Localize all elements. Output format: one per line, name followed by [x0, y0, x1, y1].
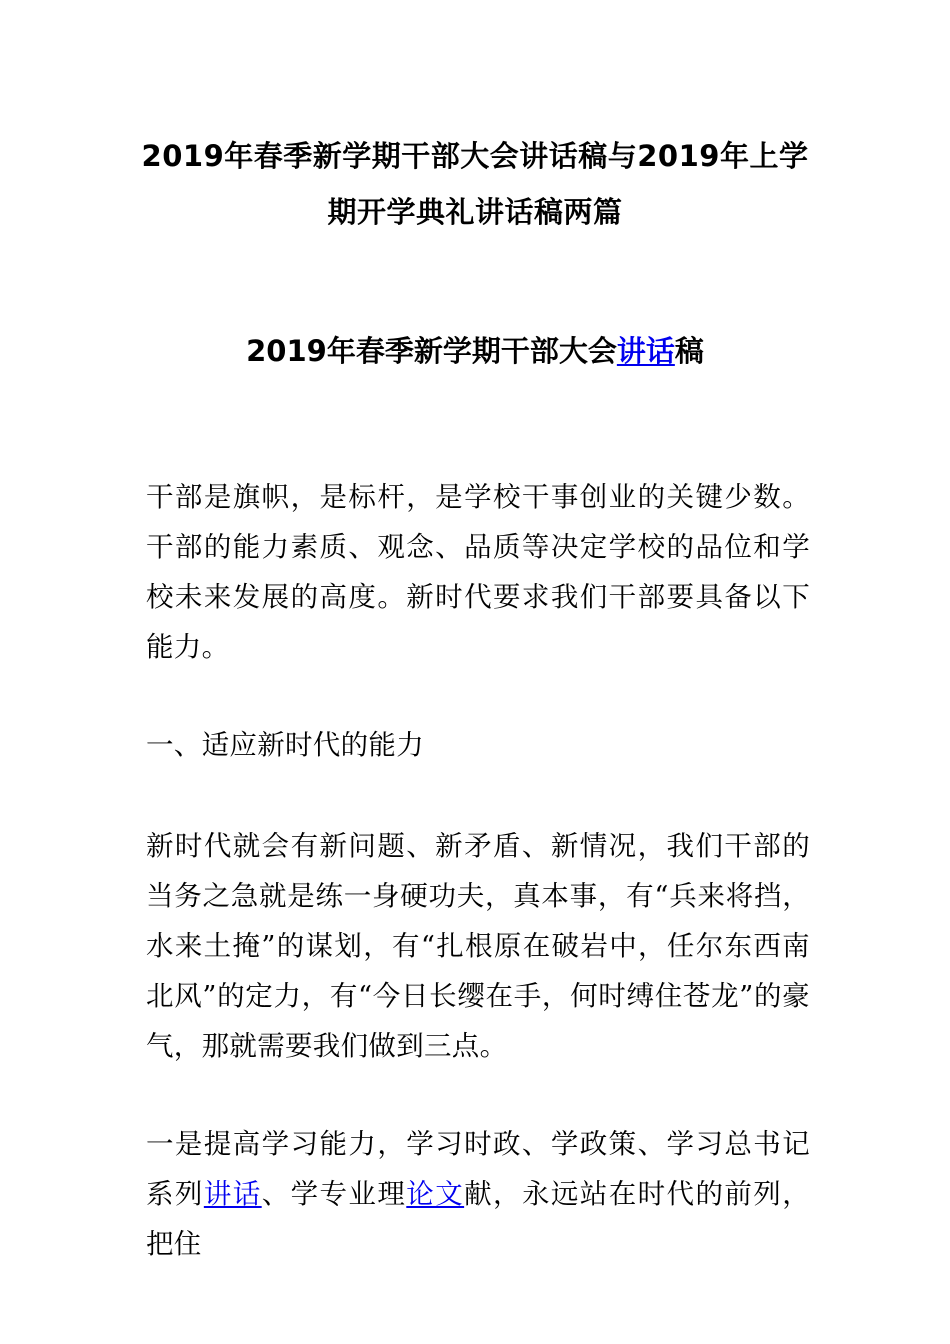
section-title	[120, 326, 830, 376]
section-title-prefix: 2019年春季新学期干部大会	[246, 334, 617, 368]
point-one-text-1: 一是提高学习能力，学习时政、学政策、学习总书记系列	[146, 1128, 810, 1210]
point-one-paragraph	[146, 1119, 810, 1269]
point-one-text-3: 献，永远站在时代的前列，把住	[146, 1178, 811, 1260]
document-title-line1: 2019年春季新学期干部大会讲话稿与2019年上学	[141, 139, 809, 173]
section-title-speech-link[interactable]: 讲话	[616, 334, 675, 368]
heading-one: 一、适应新时代的能力	[146, 729, 424, 761]
point-one-text-2: 、学专业理	[261, 1178, 407, 1210]
speech-link[interactable]: 讲话	[203, 1178, 262, 1210]
new-era-paragraph: 新时代就会有新问题、新矛盾、新情况，我们干部的当务之急就是练一身硬功夫，真本事，有“兵来将挡，水来土掩”的谋划，有“扎根原在破岩中，任尔东西南北风”的定力，有“今日长缨在手，何时缚住苍龙”的豪气，那就需要我们做到三点。	[146, 830, 810, 1062]
thesis-link[interactable]: 论文	[406, 1178, 465, 1210]
intro-paragraph: 干部是旗帜，是标杆，是学校干事创业的关键少数。干部的能力素质、观念、品质等决定学校的品位和学校未来发展的高度。新时代要求我们干部要具备以下能力。	[146, 481, 810, 663]
document-title	[120, 128, 830, 240]
document-title-line2: 期开学典礼讲话稿两篇	[327, 195, 623, 229]
section-title-suffix: 稿	[674, 334, 704, 368]
